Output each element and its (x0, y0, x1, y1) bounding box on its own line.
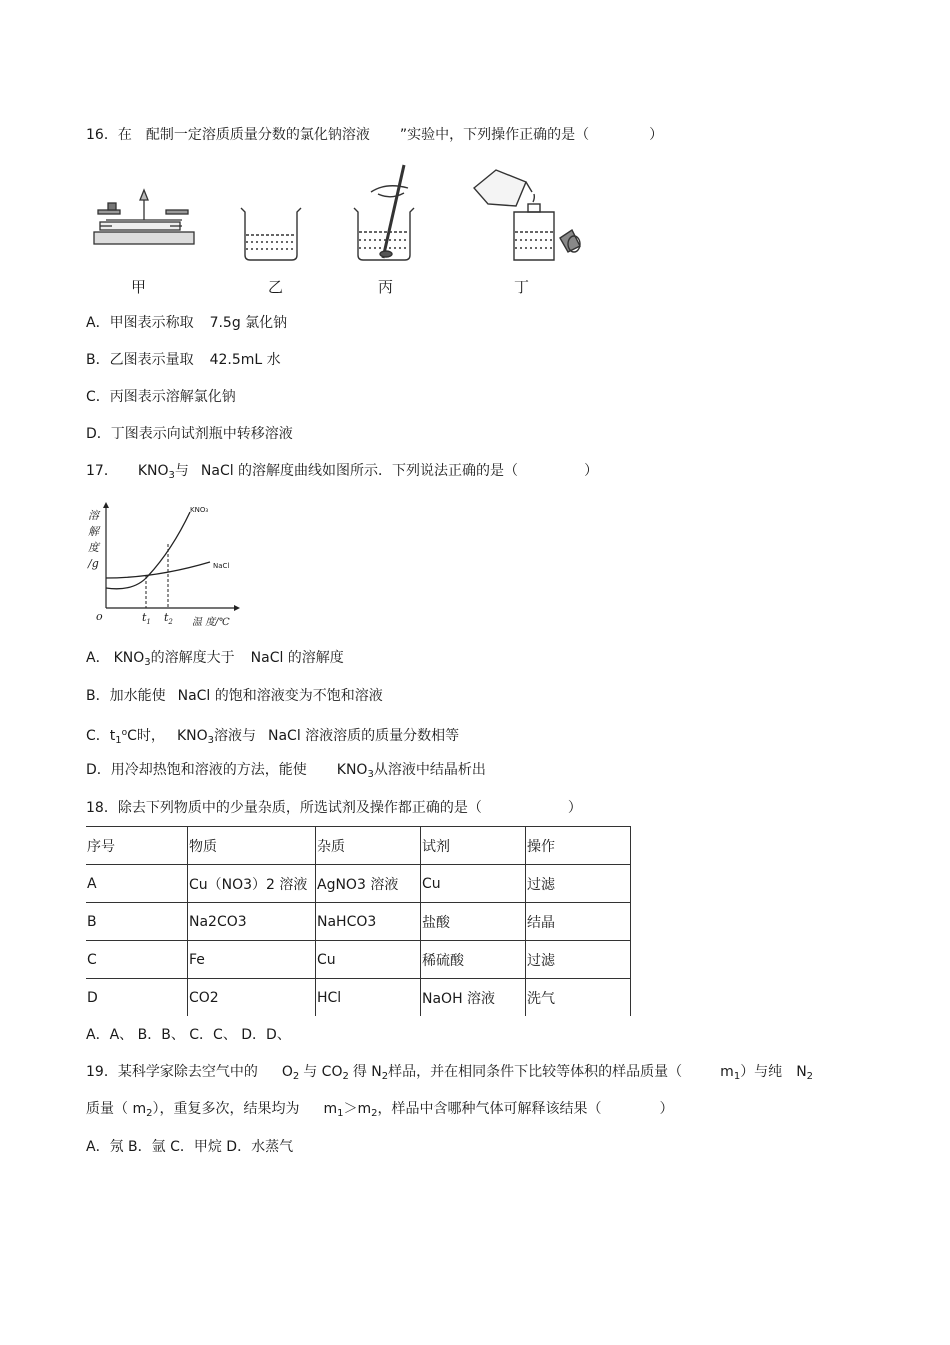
table-cell: D (87, 989, 98, 1006)
table-cell: 稀硫酸 (421, 941, 526, 979)
table-header-cell: 操作 (526, 827, 631, 865)
q19-stem-line2: 质量（ $m_2$），重复多次，结果均为 $m_1>m_2$，样品中含哪种气体可解释该结果（ ） (86, 1101, 674, 1119)
table-cell: A (86, 865, 188, 903)
balance-icon (94, 190, 194, 244)
table-cell: 结晶 (526, 903, 631, 941)
table-cell: 洗气 (526, 979, 631, 1017)
x-axis-label: 温 度/℃ (192, 617, 230, 628)
q18-stem: 18．除去下列物质中的少量杂质，所选试剂及操作都正确的是（ ） (86, 800, 582, 816)
table-cell: 盐酸 (421, 903, 526, 941)
table-row (86, 941, 631, 979)
table-cell: CO2 (188, 979, 316, 1017)
q16-option-d: D．丁图表示向试剂瓶中转移溶液 (86, 426, 293, 442)
q17-stem: 17． $KNO_3$与 NaCl 的溶解度曲线如图所示．下列说法正确的是（ ） (86, 463, 599, 481)
table-cell: NaHCO3 (316, 903, 421, 941)
q17-option-a: A． $KNO_3$的溶解度大于 NaCl 的溶解度 (86, 650, 344, 668)
q16-option-c: C．丙图表示溶解氯化钠 (86, 389, 236, 405)
table-header-cell: 杂质 (316, 827, 421, 865)
q17-option-d: D．用冷却热饱和溶液的方法，能使 $KNO_3$从溶液中结晶析出 (86, 762, 486, 780)
q16-apparatus-figure (86, 160, 596, 270)
table-cell: AgNO3 溶液 (316, 865, 421, 903)
table-cell: Na2CO3 (188, 903, 316, 941)
q16-option-a: A．甲图表示称取 7.5g 氯化钠 (86, 315, 288, 331)
table-header-row (86, 827, 631, 865)
table-row (86, 865, 631, 903)
table-row (86, 979, 631, 1017)
table-header-cell: 物质 (188, 827, 316, 865)
figure-label-bing: 丙 (378, 278, 394, 296)
table-cell: 过滤 (526, 941, 631, 979)
reagent-bottle-icon (474, 170, 580, 260)
table-header-cell: 试剂 (421, 827, 526, 865)
table-cell: Cu (421, 865, 526, 903)
q18-choices: A．A、 B．B、 C．C、 D．D、 (86, 1027, 291, 1043)
table-header-cell: 序号 (86, 827, 188, 865)
figure-label-ding: 丁 (514, 278, 530, 296)
table-cell: NaOH 溶液 (421, 979, 526, 1017)
beaker-icon (241, 208, 301, 260)
stirring-beaker-icon (354, 165, 414, 260)
table-cell: HCl (316, 979, 421, 1017)
t1-label: $t_1$ (142, 611, 151, 626)
table-row (86, 903, 631, 941)
t2-label: $t_2$ (164, 611, 173, 626)
origin-label: o (96, 610, 103, 623)
figure-label-jia: 甲 (131, 278, 147, 296)
figure-label-yi: 乙 (268, 278, 284, 296)
table-cell: Fe (188, 941, 316, 979)
table-cell: B (86, 903, 188, 941)
table-cell: 过滤 (526, 865, 631, 903)
table-cell: C (86, 941, 188, 979)
q18-table (86, 826, 631, 1016)
q19-choices: A．氖 B．氩 C．甲烷 D．水蒸气 (86, 1139, 294, 1155)
table-cell: Cu（NO3）2 溶液 (188, 865, 316, 903)
solubility-figure: 溶 解 度 /g KNO₃ NaCl o $t_1$ $t_2$ 温 度/℃ (86, 500, 246, 635)
nacl-curve-label: NaCl (213, 562, 230, 570)
q17-option-b: B．加水能使 NaCl 的饱和溶液变为不饱和溶液 (86, 688, 383, 704)
q19-stem-line1: 19．某科学家除去空气中的 $O_2$ 与 $CO_2$ 得 $N_2$样品，并在相同条件下比较等体积的样品质量（ $m_1$）与纯 $N_2$ (86, 1064, 814, 1082)
table-cell: Cu (316, 941, 421, 979)
q16-option-b: B．乙图表示量取 42.5mL 水 (86, 352, 281, 368)
q16-stem: 16．在 配制一定溶质质量分数的氯化钠溶液 ”实验中，下列操作正确的是（ ） (86, 127, 664, 143)
q17-option-c: C．$t_1^oC$时， $KNO_3$溶液与 NaCl 溶液溶质的质量分数相等 (86, 728, 460, 746)
kno3-curve-label: KNO₃ (190, 506, 209, 514)
